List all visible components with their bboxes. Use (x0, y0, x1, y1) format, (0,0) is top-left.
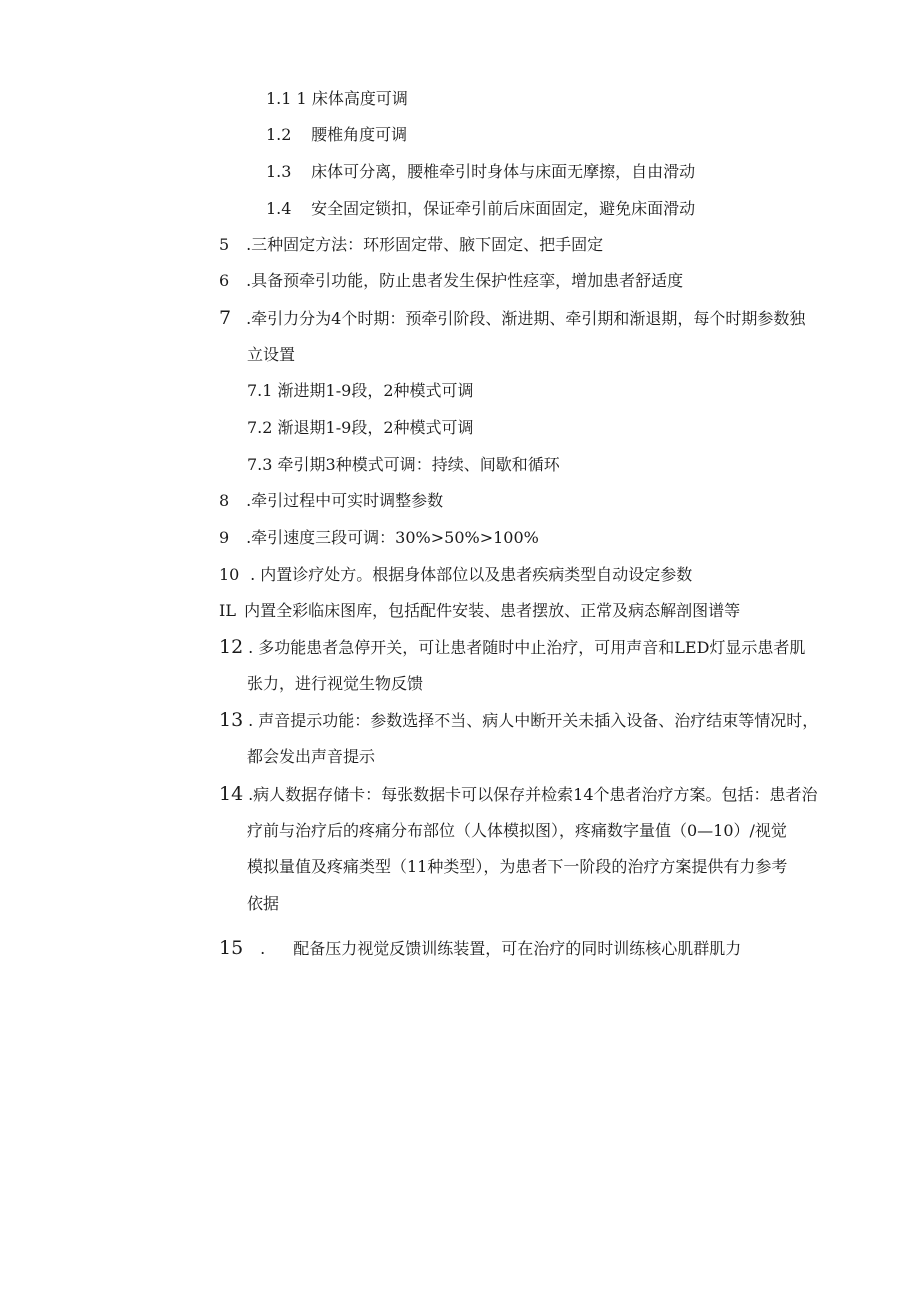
list-item (219, 308, 805, 329)
item-text: 配备压力视觉反馈训练装置，可在治疗的同时训练核心肌群肌力 (293, 939, 742, 958)
list-item (247, 455, 560, 475)
list-item (266, 125, 407, 145)
item-text: . 内置诊疗处方。根据身体部位以及患者疾病类型自动设定参数 (250, 565, 693, 584)
item-text: 床体可分离，腰椎牵引时身体与床面无摩擦，自由滑动 (311, 162, 696, 181)
item-number: 14 (219, 783, 244, 805)
item-number: IL (219, 601, 236, 620)
item-text: .牵引力分为4个时期：预牵引阶段、渐进期、牵引期和渐退期，每个时期参数独 (246, 309, 806, 328)
item-number: 9 (219, 528, 230, 547)
list-item (266, 89, 408, 109)
item-text: 牵引期3种模式可调：持续、间歇和循环 (277, 455, 560, 474)
item-number: 1.3 (266, 162, 292, 181)
item-number: 1.2 (266, 125, 292, 144)
item-text: .三种固定方法：环形固定带、腋下固定、把手固定 (246, 235, 604, 254)
list-item-continuation: 张力，进行视觉生物反馈 (247, 674, 424, 693)
list-item (219, 565, 692, 585)
item-number: 7.3 (247, 455, 273, 474)
item-number: 7.2 (247, 418, 273, 437)
list-item (219, 784, 818, 805)
list-item-continuation: 疗前与治疗后的疼痛分布部位（人体模拟图），疼痛数字量值（0—10）/视觉 (247, 821, 787, 840)
item-mark: . (260, 939, 266, 958)
list-item (266, 162, 695, 182)
list-item (247, 381, 474, 401)
list-item-continuation: 模拟量值及疼痛类型（11种类型），为患者下一阶段的治疗方案提供有力参考 (247, 857, 788, 876)
list-item (219, 938, 741, 959)
item-number: 6 (219, 271, 230, 290)
list-item-continuation: 依据 (247, 894, 280, 913)
item-text: .牵引速度三段可调：30%>50%>100% (246, 528, 539, 547)
item-number: 7 (219, 307, 232, 329)
item-text: .牵引过程中可实时调整参数 (246, 491, 444, 510)
list-item (219, 710, 818, 731)
list-item (219, 491, 443, 511)
item-text: 安全固定锁扣，保证牵引前后床面固定，避免床面滑动 (311, 199, 696, 218)
item-text: 内置全彩临床图库，包括配件安装、患者摆放、正常及病态解剖图谱等 (244, 601, 741, 620)
list-item (247, 418, 474, 438)
item-number: 1.1 (266, 89, 292, 108)
list-item (266, 199, 695, 219)
item-text: 1 床体高度可调 (296, 89, 408, 108)
item-number: 13 (219, 709, 244, 731)
item-number: 7.1 (247, 381, 273, 400)
item-text: .病人数据存储卡：每张数据卡可以保存并检索14个患者治疗方案。包括：患者治 (248, 785, 818, 804)
list-item-continuation: 都会发出声音提示 (247, 747, 376, 766)
item-number: 5 (219, 235, 230, 254)
item-number: 1.4 (266, 199, 292, 218)
item-number: 10 (219, 565, 240, 584)
list-item (219, 528, 539, 548)
item-text: . 多功能患者急停开关，可让患者随时中止治疗，可用声音和LED灯显示患者肌 (248, 638, 806, 657)
list-item (219, 637, 805, 658)
item-text: 渐退期1-9段，2种模式可调 (277, 418, 474, 437)
list-item (219, 271, 683, 291)
list-item (219, 235, 603, 255)
item-text: . 声音提示功能：参数选择不当、病人中断开关未插入设备、治疗结束等情况时， (248, 711, 819, 730)
list-item (219, 601, 740, 621)
item-text: 渐进期1-9段，2种模式可调 (277, 381, 474, 400)
item-text: 腰椎角度可调 (311, 125, 408, 144)
item-number: 12 (219, 636, 244, 658)
item-text: .具备预牵引功能，防止患者发生保护性痉挛，增加患者舒适度 (246, 271, 684, 290)
item-number: 8 (219, 491, 230, 510)
list-item-continuation: 立设置 (247, 345, 296, 364)
item-number: 15 (219, 937, 244, 959)
